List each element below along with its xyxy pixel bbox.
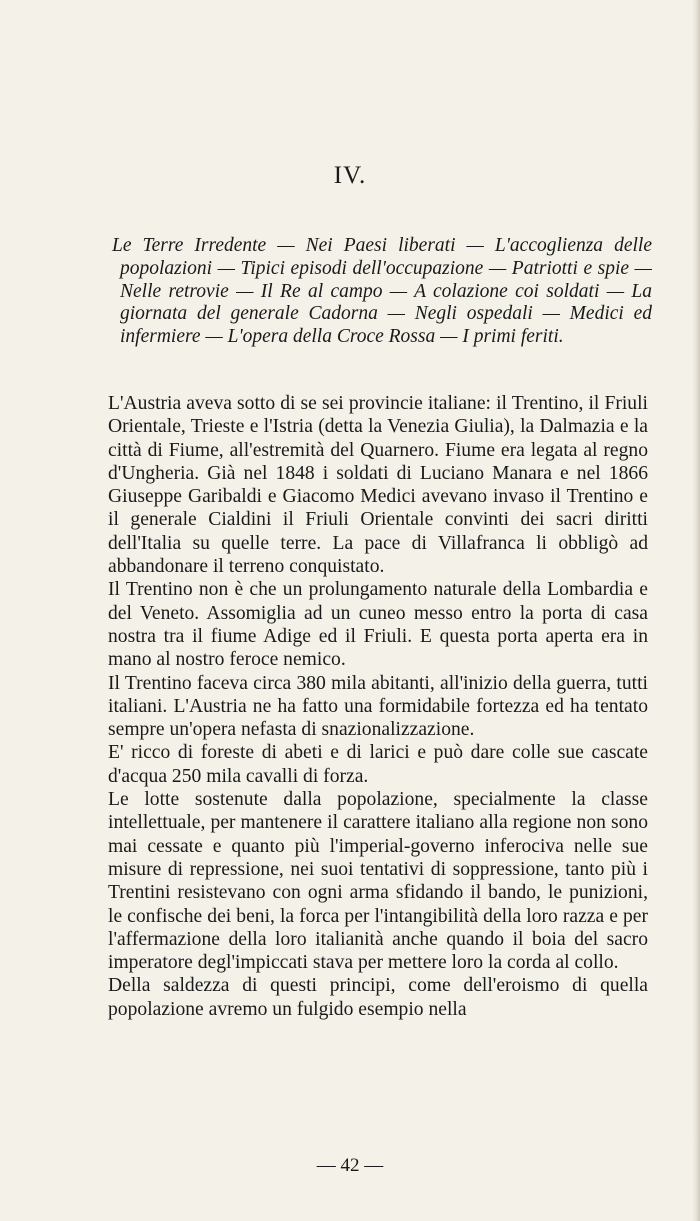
paragraph: Il Trentino non è che un prolungamento naturale della Lombardia e del Veneto. Assomiglia ad un cuneo messo entro la porta di casa nostra tra il fiume Adige ed il Friuli. E questa porta aperta era in mano al nostro feroce nemico. bbox=[108, 579, 648, 671]
paragraph: Le lotte sostenute dalla popolazione, specialmente la classe intellettuale, per mantenere il carattere italiano alla regione non sono mai cessate e quanto più l'imperial-governo inferociva nelle sue misure di repressione, nei suoi tentativi di soppressione, tanto più i Trentini resistevano con ogni arma sfidando il bando, le punizioni, le confische dei beni, la forca per l'intangibilità della loro razza e per l'affermazione della loro italianità anche quando il boia del sacro imperatore degl'impiccati stava per mettere loro la corda al collo. bbox=[108, 789, 648, 974]
paragraph: Il Trentino faceva circa 380 mila abitanti, all'inizio della guerra, tutti italiani. L'Austria ne ha fatto una formidabile fortezza ed ha tentato sempre un'opera nefasta di snazionalizzazione. bbox=[108, 672, 648, 741]
paragraph: Della saldezza di questi principi, come dell'eroismo di quella popolazione avremo un fulgido esempio nella bbox=[108, 975, 648, 1020]
page-number: — 42 — bbox=[316, 1155, 384, 1176]
paragraph: L'Austria aveva sotto di se sei provincie italiane: il Trentino, il Friuli Orientale, Trieste e l'Istria (detta la Venezia Giulia), la Dalmazia e la città di Fiume, all'estremità del Quarnero. Fiume era legata al regno d'Ungheria. Già nel 1848 i soldati di Luciano Manara e nel 1866 Giuseppe Garibaldi e Giacomo Medici avevano invaso il Trentino e il generale Cialdini il Friuli Orientale convinti dei sacri diritti dell'Italia su quelle terre. La pace di Villafranca li obbligò ad abbandonare il terreno conquistato. bbox=[108, 393, 648, 578]
paragraph: E' ricco di foreste di abeti e di larici e può dare colle sue cascate d'acqua 250 mila cavalli di forza. bbox=[108, 742, 648, 787]
body-text bbox=[108, 392, 648, 1021]
chapter-number: IV. bbox=[333, 162, 367, 189]
chapter-summary: Le Terre Irredente — Nei Paesi liberati — L'accoglienza delle popolazioni — Tipici episodi dell'occupazione — Patriotti e spie — Nelle retrovie — Il Re al campo — A colazione coi soldati — La giornata del generale Cadorna — Negli ospedali — Medici ed infermiere — L'opera della Croce Rossa — I primi feriti. bbox=[112, 235, 652, 348]
page-edge bbox=[692, 0, 700, 1221]
